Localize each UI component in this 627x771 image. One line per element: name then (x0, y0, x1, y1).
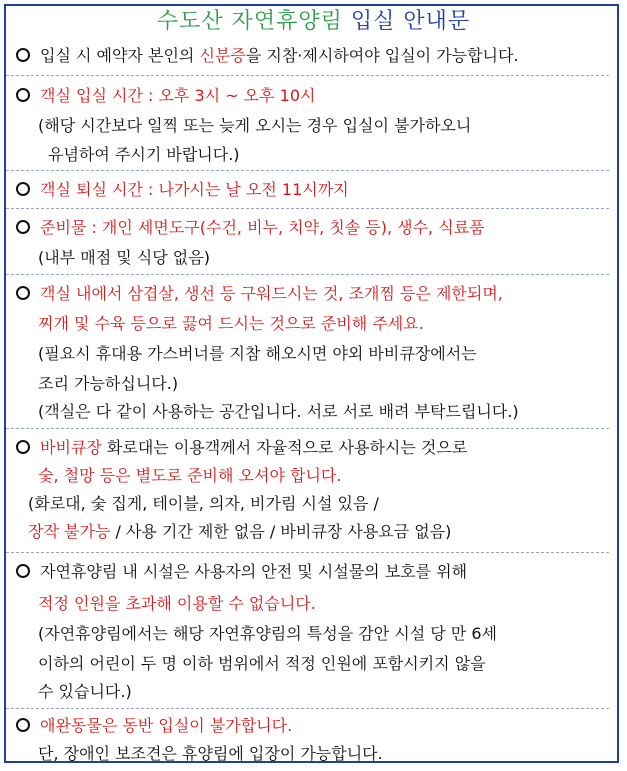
notice-item (16, 180, 349, 200)
section-divider (6, 552, 609, 553)
circle-bullet-icon (16, 564, 30, 578)
notice-text: 을 지참·제시하여야 입실이 가능합니다. (245, 46, 519, 65)
circle-bullet-icon (16, 718, 30, 732)
notice-item-detail (38, 314, 424, 334)
notice-text: 입실 시 예약자 본인의 (40, 46, 200, 65)
notice-item (16, 218, 485, 238)
highlighted-text: 애완동물은 동반 입실이 불가합니다. (40, 716, 293, 735)
circle-bullet-icon (16, 182, 30, 196)
notice-text: 화로대는 이용객께서 자율적으로 사용하시는 것으로 (101, 438, 468, 457)
notice-item-detail (38, 374, 178, 394)
notice-item-detail (38, 248, 210, 268)
notice-text: (객실은 다 같이 사용하는 공간입니다. 서로 서로 배려 부탁드립니다.) (38, 402, 519, 421)
notice-item-detail (38, 116, 471, 136)
notice-item (16, 438, 467, 458)
notice-item-detail (38, 654, 486, 674)
highlighted-text: 적정 인원을 초과해 이용할 수 없습니다. (38, 594, 316, 613)
title-part-1: 수도산 자연휴양림 (156, 9, 351, 34)
section-divider (6, 274, 609, 275)
notice-item (16, 562, 467, 582)
notice-item-detail (28, 522, 451, 542)
notice-text: (화로대, 숯 집게, 테이블, 의자, 비가림 시설 있음 / (28, 494, 379, 513)
section-divider (6, 170, 609, 171)
notice-text: (해당 시간보다 일찍 또는 늦게 오시는 경우 입실이 불가하오니 (38, 116, 472, 135)
highlighted-text: 장작 불가능 (28, 522, 111, 541)
notice-text: (자연휴양림에서는 해당 자연휴양림의 특성을 감안 시설 당 만 6세 (38, 624, 497, 643)
section-divider (6, 208, 609, 209)
notice-item-detail (38, 624, 497, 644)
circle-bullet-icon (16, 440, 30, 454)
highlighted-text: 준비물 : 개인 세면도구(수건, 비누, 치약, 칫솔 등), 생수, 식료품 (40, 218, 485, 237)
highlighted-text: 신분증 (199, 46, 246, 65)
notice-item-detail (48, 145, 240, 165)
notice-item-detail (38, 682, 132, 702)
section-divider (6, 708, 609, 709)
notice-text: 자연휴양림 내 시설은 사용자의 안전 및 시설물의 보호를 위해 (40, 562, 468, 581)
circle-bullet-icon (16, 88, 30, 102)
notice-item-detail (38, 744, 383, 764)
notice-item-detail (38, 466, 341, 486)
notice-text: / 사용 기간 제한 없음 / 바비큐장 사용요금 없음) (110, 522, 452, 541)
notice-text: (필요시 휴대용 가스버너를 지참 해오시면 야외 바비큐장에서는 (38, 344, 477, 363)
notice-text: 수 있습니다.) (38, 682, 132, 701)
notice-item (16, 716, 292, 736)
circle-bullet-icon (16, 286, 30, 300)
notice-item-detail (28, 494, 379, 514)
notice-item (16, 284, 503, 304)
highlighted-text: 객실 입실 시간 : 오후 3시 ~ 오후 10시 (40, 86, 316, 105)
notice-text: 유념하여 주시기 바랍니다.) (48, 145, 240, 164)
notice-item (16, 46, 519, 66)
notice-item-detail (38, 594, 316, 614)
circle-bullet-icon (16, 48, 30, 62)
page-title (0, 4, 627, 35)
notice-text: 조리 가능하십니다.) (38, 374, 179, 393)
highlighted-text: 바비큐장 (40, 438, 102, 457)
section-divider (6, 428, 609, 429)
title-part-2: 입실 안내문 (350, 9, 471, 34)
highlighted-text: 객실 내에서 삼겹살, 생선 등 구워드시는 것, 조개찜 등은 제한되며, (40, 284, 503, 303)
highlighted-text: 찌개 및 수육 등으로 끓여 드시는 것으로 준비해 주세요. (38, 314, 424, 333)
highlighted-text: 객실 퇴실 시간 : 나가시는 날 오전 11시까지 (40, 180, 349, 199)
highlighted-text: 숯, 철망 등은 별도로 준비해 오셔야 합니다. (38, 466, 342, 485)
notice-item-detail (38, 402, 519, 422)
notice-text: 단, 장애인 보조견은 휴양림에 입장이 가능합니다. (38, 744, 383, 763)
section-divider (6, 75, 609, 76)
circle-bullet-icon (16, 220, 30, 234)
notice-text: 이하의 어린이 두 명 이하 범위에서 적정 인원에 포함시키지 않을 (38, 654, 486, 673)
notice-item-detail (38, 344, 477, 364)
notice-item (16, 86, 316, 106)
notice-text: (내부 매점 및 식당 없음) (38, 248, 210, 267)
